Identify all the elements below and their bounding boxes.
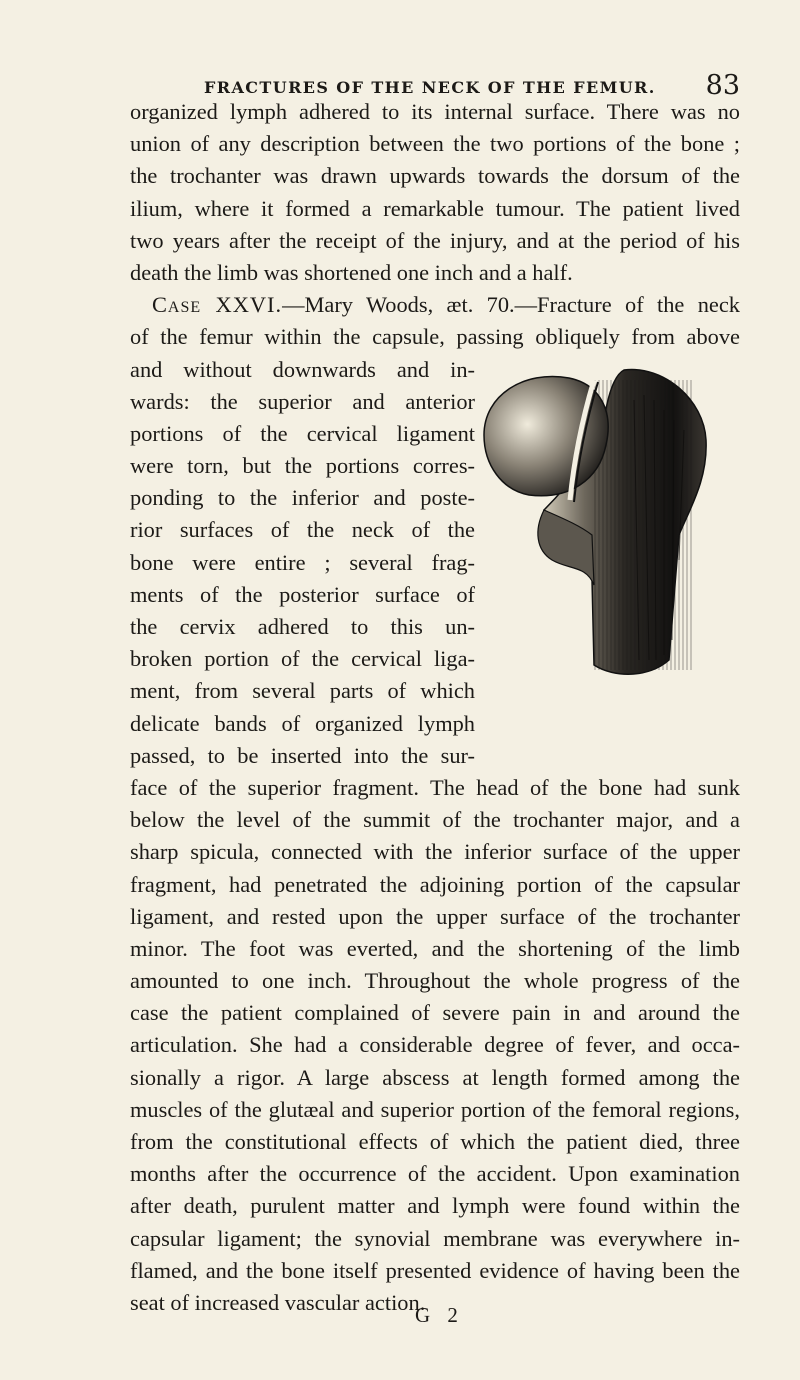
text-line: union of any description between the two portions of the bone ; bbox=[130, 131, 740, 157]
text-line: rior surfaces of the neck of the bbox=[130, 517, 475, 543]
text-line: muscles of the glutæal and superior portion of the femoral regions, bbox=[130, 1096, 740, 1122]
text-line: ment, from several parts of which bbox=[130, 678, 475, 704]
text-line: minor. The foot was everted, and the shortening of the limb bbox=[130, 935, 740, 961]
text-line: from the constitutional effects of which the patient died, three bbox=[130, 1129, 740, 1154]
text-line: ilium, where it formed a remarkable tumour. The patient lived bbox=[130, 195, 740, 221]
text-line: case the patient complained of severe pain in and around the bbox=[130, 1000, 740, 1026]
text-line: sionally a rigor. A large abscess at length formed among the bbox=[130, 1064, 740, 1090]
text-line: passed, to be inserted into the sur- bbox=[130, 742, 475, 768]
text-line: the cervix adhered to this un- bbox=[130, 614, 475, 639]
text-line: wards: the superior and anterior bbox=[130, 388, 475, 414]
text-line: flamed, and the bone itself presented evidence of having been the bbox=[130, 1257, 740, 1283]
body-text bbox=[130, 96, 740, 1319]
case-label: Case XXVI. bbox=[152, 292, 283, 318]
text-line: ligament, and rested upon the upper surface of the trochanter bbox=[130, 903, 740, 929]
text-line: months after the occurrence of the accident. Upon examination bbox=[130, 1161, 740, 1187]
text-line: the trochanter was drawn upwards towards the dorsum of the bbox=[130, 163, 740, 189]
signature-mark: G 2 bbox=[415, 1303, 464, 1327]
running-title: FRACTURES OF THE NECK OF THE FEMUR. bbox=[204, 78, 656, 97]
text-line: ponding to the inferior and poste- bbox=[130, 485, 475, 511]
text-line: amounted to one inch. Throughout the whole progress of the bbox=[130, 968, 740, 994]
text-line: of the femur within the capsule, passing obliquely from above bbox=[130, 324, 740, 350]
text-line: face of the superior fragment. The head of the bone had sunk bbox=[130, 774, 740, 800]
text-line: articulation. She had a considerable degree of fever, and occa- bbox=[130, 1032, 740, 1058]
text-line: portions of the cervical ligament bbox=[130, 420, 475, 446]
text-line: were torn, but the portions corres- bbox=[130, 453, 475, 479]
case-heading-rest: —Mary Woods, æt. 70.—Fracture of the neck bbox=[282, 292, 740, 318]
text-line: bone were entire ; several frag- bbox=[130, 549, 475, 575]
text-line: below the level of the summit of the trochanter major, and a bbox=[130, 807, 740, 833]
text-line: death the limb was shortened one inch and a half. bbox=[130, 259, 573, 285]
text-line: fragment, had penetrated the adjoining portion of the capsular bbox=[130, 871, 740, 897]
text-line: delicate bands of organized lymph bbox=[130, 710, 475, 736]
text-line: ments of the posterior surface of bbox=[130, 581, 475, 607]
femur-fracture-illustration bbox=[474, 360, 734, 690]
text-line: two years after the receipt of the injury, and at the period of his bbox=[130, 227, 740, 253]
text-line: after death, purulent matter and lymph were found within the bbox=[130, 1193, 740, 1219]
text-line: sharp spicula, connected with the inferior surface of the upper bbox=[130, 839, 740, 865]
text-line: seat of increased vascular action. bbox=[130, 1289, 426, 1315]
text-line: broken portion of the cervical liga- bbox=[130, 646, 475, 672]
page-number: 83 bbox=[705, 70, 740, 101]
text-line: organized lymph adhered to its internal surface. There was no bbox=[130, 99, 740, 124]
case-heading-line bbox=[130, 289, 740, 321]
text-line: capsular ligament; the synovial membrane was everywhere in- bbox=[130, 1225, 740, 1251]
text-line: and without downwards and in- bbox=[130, 356, 475, 382]
